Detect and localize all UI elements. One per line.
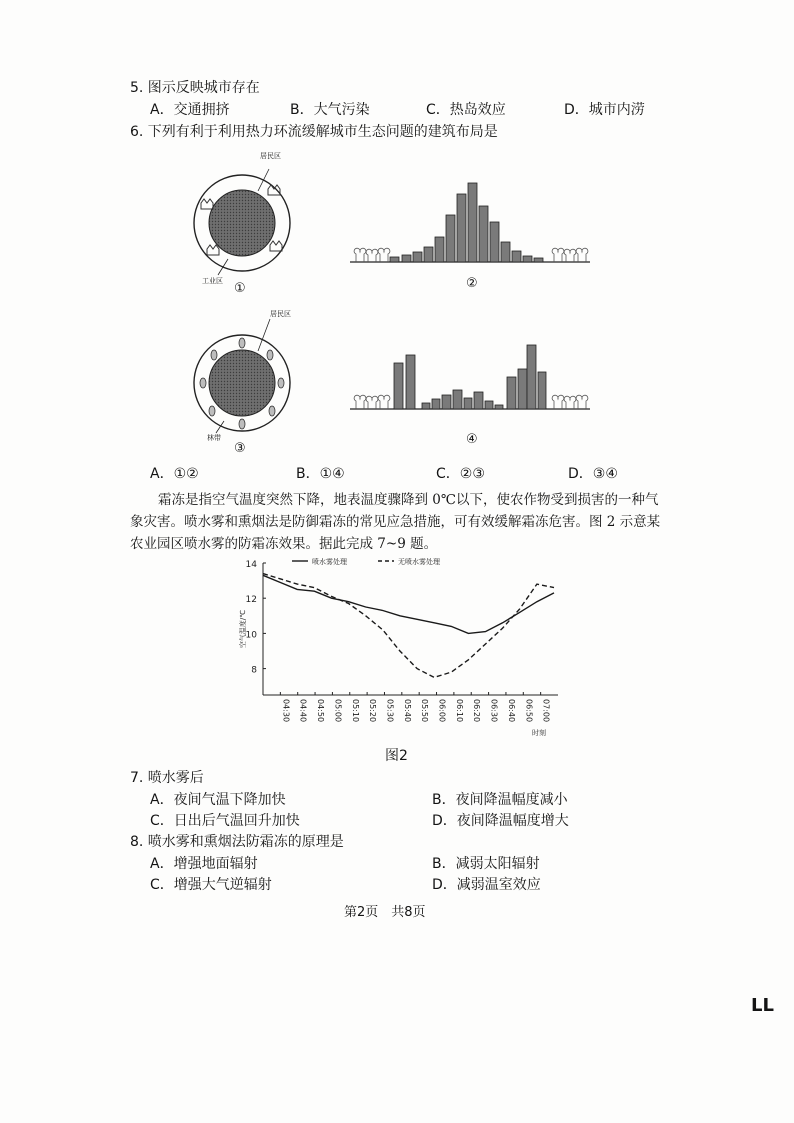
q5-options [150, 101, 645, 120]
chart-x-tick-label: 04:40 [298, 699, 308, 723]
q8-option-b[interactable]: B．减弱太阳辐射 [432, 856, 540, 872]
q5-option-c[interactable]: C．热岛效应 [426, 102, 506, 118]
chart-x-tick-label: 05:10 [350, 699, 360, 723]
diagram-3-label-residential: 居民区 [270, 310, 291, 318]
passage-line-1: 霜冻是指空气温度突然下降，地表温度骤降到 0℃以下，使农作物受到损害的一种气 [158, 492, 659, 508]
q7-option-d[interactable]: D．夜间降温幅度增大 [432, 813, 569, 829]
chart-x-tick-label: 06:10 [454, 699, 464, 723]
q8-option-c[interactable]: C．增强大气逆辐射 [150, 877, 272, 893]
page-footer: 第2页 共8页 [344, 905, 426, 920]
diagram-4 [350, 335, 590, 450]
q7-stem: 7. 喷水雾后 [130, 770, 204, 786]
q6-option-b[interactable]: B．①④ [296, 466, 345, 482]
diagram-1 [190, 145, 300, 300]
q7-options [150, 791, 650, 831]
chart-x-tick-label: 06:00 [437, 699, 447, 723]
diagram-1-label-industrial: 工业区 [202, 277, 223, 285]
chart-x-tick-label: 07:00 [541, 699, 551, 723]
chart-x-tick-label: 05:40 [402, 699, 412, 723]
chart-y-tick-label: 14 [245, 560, 257, 570]
corner-mark: LL [751, 995, 774, 1016]
q5-option-b[interactable]: B．大气污染 [290, 102, 370, 118]
chart-legend-2-label: 无喷水雾处理 [398, 558, 440, 566]
chart-y-axis-label: 空气温度/℃ [239, 609, 247, 649]
chart-x-tick-label: 06:30 [489, 699, 499, 723]
chart-x-tick-label: 06:50 [524, 699, 534, 723]
chart-x-tick-label: 06:40 [506, 699, 516, 723]
q6-stem: 6. 下列有利于利用热力环流缓解城市生态问题的建筑布局是 [130, 124, 498, 140]
diagram-1-label-residential: 居民区 [260, 152, 281, 160]
chart-y-tick-label: 8 [251, 665, 257, 676]
q6-option-a[interactable]: A．①② [150, 466, 199, 482]
chart-series-1-line [263, 575, 554, 633]
diagram-2 [350, 180, 590, 295]
chart-x-tick-label: 05:20 [368, 699, 378, 723]
chart-x-tick-label: 06:20 [472, 699, 482, 723]
q5-option-a[interactable]: A．交通拥挤 [150, 102, 230, 118]
q8-option-a[interactable]: A．增强地面辐射 [150, 856, 258, 872]
chart-x-axis-label: 时刻 [532, 729, 546, 737]
q7-option-b[interactable]: B．夜间降温幅度减小 [432, 792, 568, 808]
chart-x-tick-label: 04:50 [316, 699, 326, 723]
q5-option-d[interactable]: D．城市内涝 [564, 102, 645, 118]
q5-stem: 5. 图示反映城市存在 [130, 80, 260, 96]
q8-options [150, 855, 650, 895]
q6-option-d[interactable]: D．③④ [568, 466, 618, 482]
diagram-2-numeral: ② [466, 276, 478, 291]
q7-option-c[interactable]: C．日出后气温回升加快 [150, 813, 300, 829]
chart-x-tick-label: 04:30 [281, 699, 291, 723]
q7-option-a[interactable]: A．夜间气温下降加快 [150, 792, 286, 808]
chart-y-tick-label: 12 [245, 595, 257, 606]
diagram-3-label-forest-belt: 林带 [207, 434, 221, 442]
chart-y-tick-label: 10 [245, 630, 257, 641]
diagram-3 [190, 305, 300, 460]
diagram-1-numeral: ① [234, 281, 246, 296]
figure-2-caption: 图2 [385, 748, 408, 764]
q6-option-c[interactable]: C．②③ [436, 466, 485, 482]
chart-x-tick-label: 05:00 [333, 699, 343, 723]
figure-2-chart [230, 555, 565, 740]
chart-x-tick-label: 05:30 [385, 699, 395, 723]
chart-x-tick-label: 05:50 [420, 699, 430, 723]
diagram-4-numeral: ④ [466, 432, 478, 447]
diagram-3-numeral: ③ [234, 441, 246, 456]
q6-options [150, 465, 618, 484]
chart-series-2-line [263, 574, 554, 678]
frost-passage [130, 489, 660, 555]
chart-legend-1-label: 喷水雾处理 [312, 558, 347, 566]
passage-line-3: 农业园区喷水雾的防霜冻效果。据此完成 7~9 题。 [130, 536, 438, 552]
q8-stem: 8. 喷水雾和熏烟法防霜冻的原理是 [130, 834, 344, 850]
passage-line-2: 象灾害。喷水雾和熏烟法是防御霜冻的常见应急措施，可有效缓解霜冻危害。图 2 示意某 [130, 514, 661, 530]
q8-option-d[interactable]: D．减弱温室效应 [432, 877, 541, 893]
